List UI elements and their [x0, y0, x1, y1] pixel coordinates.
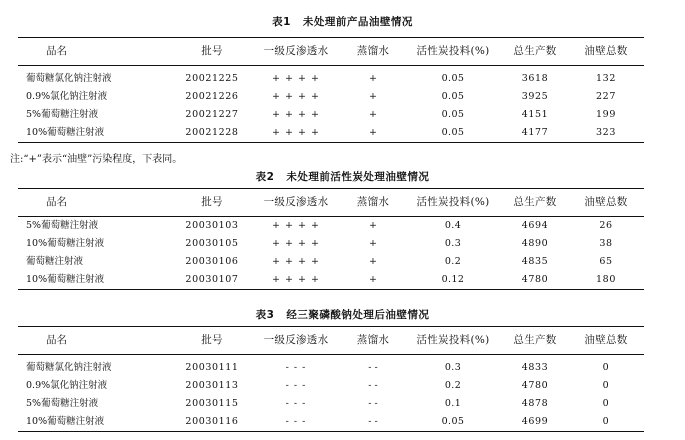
- cell-ro-water: + + + +: [272, 256, 320, 267]
- cell-carbon: 0.2: [444, 380, 462, 391]
- cell-oil: 26: [599, 220, 613, 231]
- cell-ro-water: + + + +: [272, 274, 320, 285]
- table-1: [18, 37, 644, 143]
- cell-total: 4151: [521, 109, 549, 120]
- cell-distilled: +: [369, 274, 377, 285]
- header-total: 总生产数: [513, 334, 557, 346]
- table1-caption: [0, 14, 685, 29]
- table2-number: 表2: [255, 171, 275, 183]
- cell-total: 4694: [521, 220, 549, 231]
- cell-total: 4890: [521, 238, 549, 249]
- header-carbon: 活性炭投料(%): [416, 196, 490, 208]
- cell-ro-water: - - -: [285, 362, 307, 373]
- header-batch: 批号: [201, 196, 223, 208]
- table-row: [18, 70, 644, 88]
- cell-batch: 20030113: [185, 380, 239, 391]
- cell-distilled: - -: [368, 362, 378, 373]
- table2-header-row: [18, 189, 644, 217]
- cell-ro-water: - - -: [285, 398, 307, 409]
- cell-carbon: 0.4: [444, 220, 462, 231]
- cell-oil: 199: [596, 109, 616, 120]
- cell-ro-water: - - -: [285, 416, 307, 427]
- header-batch: 批号: [201, 334, 223, 346]
- header-distilled: 蒸馏水: [356, 45, 390, 57]
- cell-ro-water: + + + +: [272, 109, 320, 120]
- cell-name: 0.9%氯化钠注射液: [26, 380, 108, 391]
- table3-header-row: [18, 327, 644, 355]
- cell-name: 10%葡萄糖注射液: [26, 238, 105, 249]
- header-name: 品名: [46, 45, 67, 57]
- cell-batch: 20021228: [185, 127, 239, 138]
- cell-carbon: 0.05: [441, 416, 465, 427]
- header-oil: 油壁总数: [584, 334, 628, 346]
- cell-name: 10%葡萄糖注射液: [26, 127, 105, 138]
- cell-ro-water: - - -: [285, 380, 307, 391]
- header-ro-water: 一级反渗透水: [263, 334, 329, 346]
- cell-total: 4177: [521, 127, 549, 138]
- table-row: [18, 124, 644, 142]
- cell-carbon: 0.3: [444, 238, 462, 249]
- cell-distilled: +: [369, 238, 377, 249]
- cell-carbon: 0.12: [441, 274, 465, 285]
- cell-total: 4878: [521, 398, 549, 409]
- cell-name: 葡萄糖注射液: [26, 256, 84, 267]
- cell-total: 4780: [521, 274, 549, 285]
- table-row: [18, 377, 644, 395]
- cell-distilled: - -: [368, 380, 378, 391]
- cell-oil: 0: [602, 416, 610, 427]
- cell-oil: 0: [602, 362, 610, 373]
- cell-name: 葡萄糖氯化钠注射液: [26, 362, 112, 373]
- table-row: [18, 271, 644, 289]
- cell-distilled: +: [369, 127, 377, 138]
- cell-total: 4699: [521, 416, 549, 427]
- cell-batch: 20021226: [185, 91, 239, 102]
- header-carbon: 活性炭投料(%): [416, 45, 490, 57]
- cell-batch: 20030116: [185, 416, 239, 427]
- table3-title: 经三聚磷酸钠处理后油壁情况: [286, 309, 430, 321]
- cell-batch: 20030106: [185, 256, 239, 267]
- cell-name: 5%葡萄糖注射液: [26, 398, 99, 409]
- cell-distilled: +: [369, 220, 377, 231]
- cell-name: 5%葡萄糖注射液: [26, 220, 99, 231]
- cell-ro-water: + + + +: [272, 220, 320, 231]
- table-row: [18, 253, 644, 271]
- cell-name: 5%葡萄糖注射液: [26, 109, 99, 120]
- cell-carbon: 0.05: [441, 127, 465, 138]
- cell-name: 0.9%氯化钠注射液: [26, 91, 108, 102]
- cell-batch: 20030115: [185, 398, 239, 409]
- header-total: 总生产数: [513, 196, 557, 208]
- cell-batch: 20030103: [185, 220, 239, 231]
- cell-carbon: 0.05: [441, 73, 465, 84]
- cell-distilled: - -: [368, 398, 378, 409]
- cell-carbon: 0.3: [444, 362, 462, 373]
- table2-title: 未处理前活性炭处理油壁情况: [286, 171, 430, 183]
- cell-oil: 227: [596, 91, 616, 102]
- table1-number: 表1: [272, 16, 291, 28]
- table-row: [18, 395, 644, 413]
- header-name: 品名: [46, 334, 67, 346]
- table1-header-row: [18, 38, 644, 66]
- cell-distilled: +: [369, 73, 377, 84]
- cell-batch: 20030105: [185, 238, 239, 249]
- cell-carbon: 0.05: [441, 91, 465, 102]
- table-row: [18, 235, 644, 253]
- cell-distilled: +: [369, 91, 377, 102]
- cell-batch: 20030111: [185, 362, 239, 373]
- header-oil: 油壁总数: [584, 196, 628, 208]
- cell-total: 3925: [521, 91, 549, 102]
- cell-ro-water: + + + +: [272, 238, 320, 249]
- table3-caption: [0, 307, 685, 322]
- cell-ro-water: + + + +: [272, 127, 320, 138]
- table-row: [18, 106, 644, 124]
- cell-distilled: +: [369, 256, 377, 267]
- cell-name: 10%葡萄糖注射液: [26, 274, 105, 285]
- cell-distilled: - -: [368, 416, 378, 427]
- cell-oil: 180: [596, 274, 616, 285]
- cell-oil: 0: [602, 380, 610, 391]
- cell-carbon: 0.1: [444, 398, 462, 409]
- cell-total: 3618: [521, 73, 549, 84]
- table3-number: 表3: [255, 309, 275, 321]
- cell-ro-water: + + + +: [272, 73, 320, 84]
- header-batch: 批号: [201, 45, 223, 57]
- cell-distilled: +: [369, 109, 377, 120]
- table2-caption: [0, 169, 685, 184]
- header-distilled: 蒸馏水: [356, 196, 390, 208]
- table-note: 注:“+”表示“油壁”污染程度，下表同。: [10, 154, 183, 165]
- header-name: 品名: [46, 196, 67, 208]
- header-distilled: 蒸馏水: [356, 334, 390, 346]
- cell-carbon: 0.05: [441, 109, 465, 120]
- cell-name: 葡萄糖氯化钠注射液: [26, 73, 112, 84]
- cell-total: 4780: [521, 380, 549, 391]
- cell-total: 4833: [521, 362, 549, 373]
- table-row: [18, 359, 644, 377]
- cell-oil: 323: [596, 127, 616, 138]
- cell-batch: 20030107: [185, 274, 239, 285]
- cell-batch: 20021227: [185, 109, 239, 120]
- table-row: [18, 413, 644, 431]
- header-carbon: 活性炭投料(%): [416, 334, 490, 346]
- table-row: [18, 88, 644, 106]
- cell-ro-water: + + + +: [272, 91, 320, 102]
- table1-title: 未处理前产品油壁情况: [302, 16, 413, 28]
- table-2: [18, 188, 644, 290]
- header-oil: 油壁总数: [584, 45, 628, 57]
- cell-oil: 38: [599, 238, 613, 249]
- table-row: [18, 217, 644, 235]
- header-ro-water: 一级反渗透水: [263, 196, 329, 208]
- cell-oil: 65: [599, 256, 613, 267]
- cell-oil: 0: [602, 398, 610, 409]
- cell-carbon: 0.2: [444, 256, 462, 267]
- cell-batch: 20021225: [185, 73, 239, 84]
- cell-total: 4835: [521, 256, 549, 267]
- header-ro-water: 一级反渗透水: [263, 45, 329, 57]
- cell-name: 10%葡萄糖注射液: [26, 416, 105, 427]
- cell-oil: 132: [596, 73, 616, 84]
- header-total: 总生产数: [513, 45, 557, 57]
- table-3: [18, 326, 644, 432]
